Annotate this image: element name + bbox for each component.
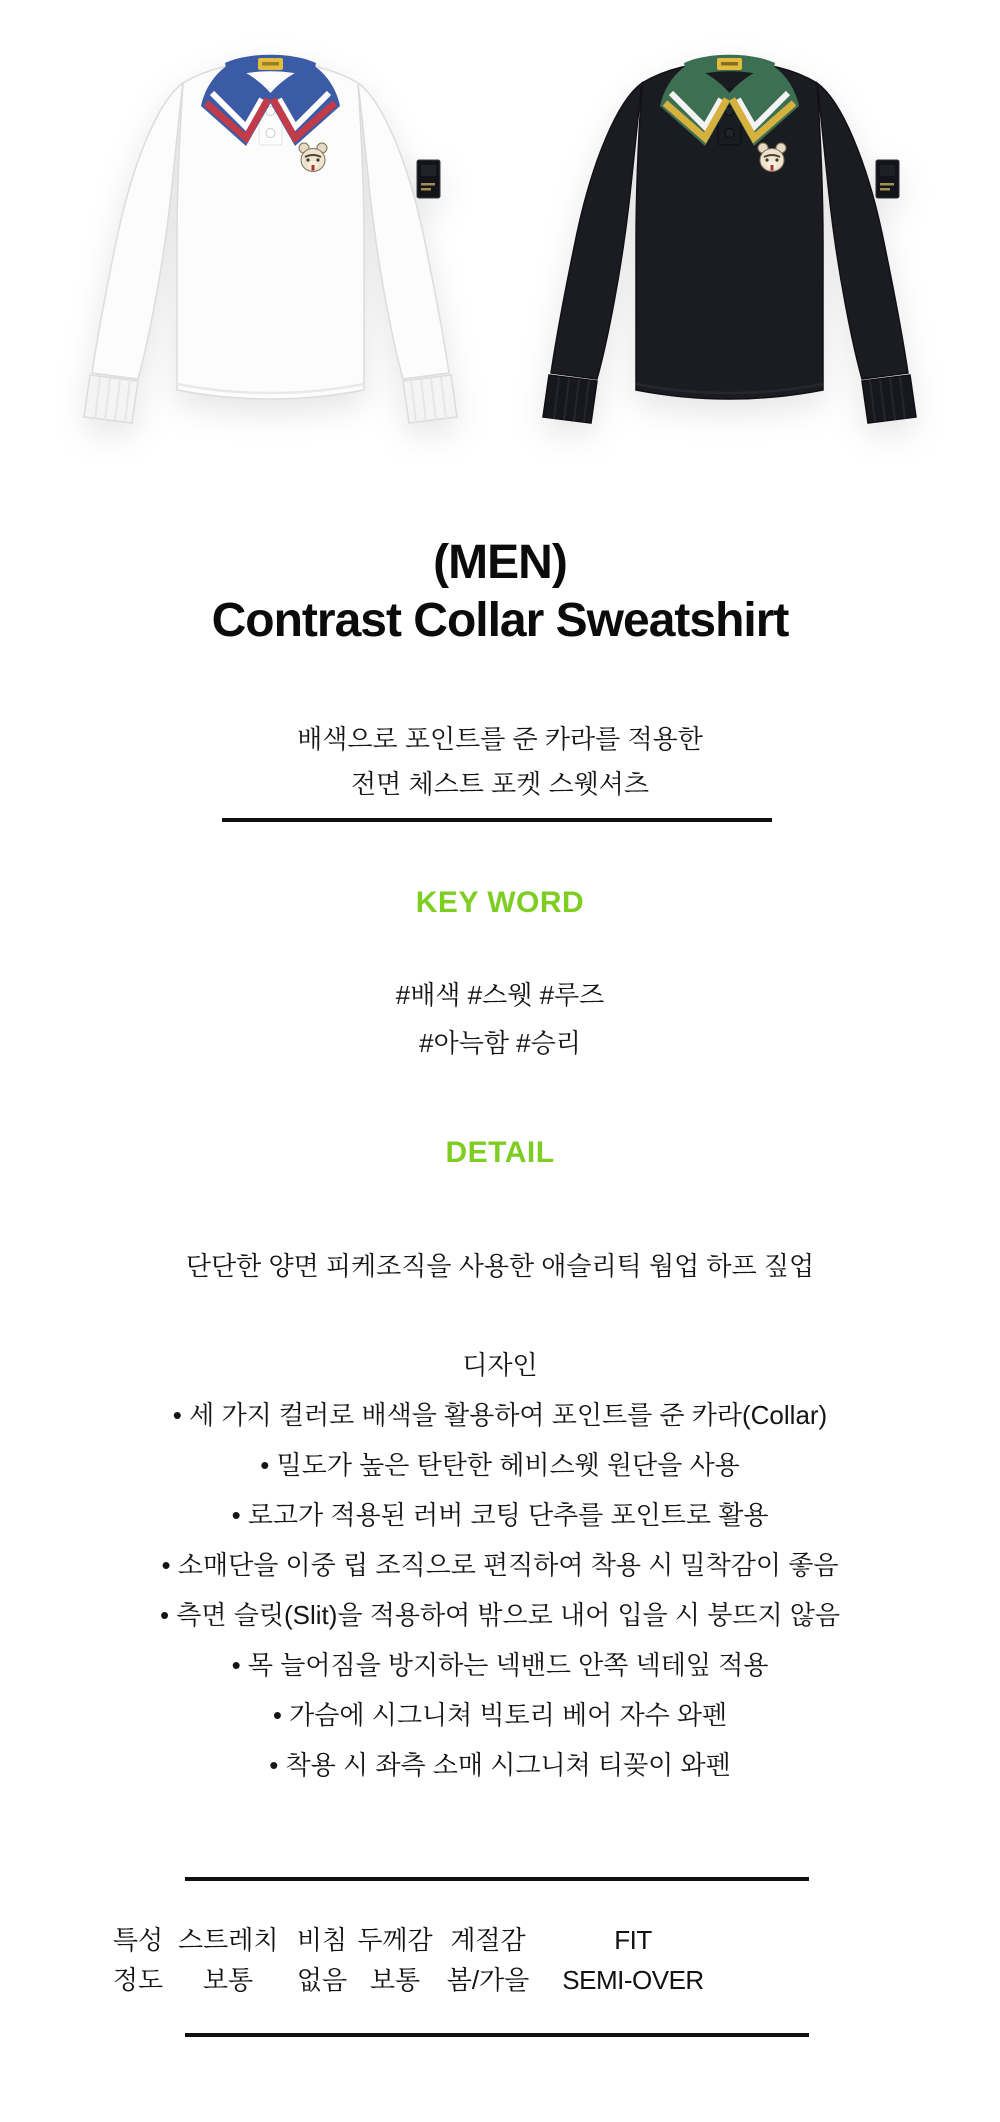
detail-intro: 단단한 양면 피케조직을 사용한 애슬리틱 웜업 하프 짚업 <box>185 1251 815 1281</box>
spec-label: 두께감 <box>357 1925 433 1955</box>
keyword-heading: KEY WORD <box>415 886 585 919</box>
product-title-line1: (MEN) <box>433 536 567 589</box>
spec-label: FIT <box>614 1925 652 1955</box>
detail-list <box>0 1390 1000 1790</box>
detail-bullet-item: • 측면 슬릿(Slit)을 적용하여 밖으로 내어 입을 시 붕뜨지 않음 <box>159 1600 841 1630</box>
spec-col-fit <box>553 1920 713 2000</box>
spec-label: 특성 <box>112 1925 164 1955</box>
detail-bullet-item: • 착용 시 좌측 소매 시그니쳐 티꽂이 와펜 <box>269 1750 731 1780</box>
neck-label-text <box>721 62 738 66</box>
product-subtitle <box>0 717 1000 807</box>
sleeve-patch <box>876 160 899 198</box>
right-sleeve <box>358 83 449 379</box>
spec-label: 스트레치 <box>178 1925 279 1955</box>
detail-bullet-item: • 가슴에 시그니쳐 빅토리 베어 자수 와펜 <box>272 1700 728 1730</box>
button <box>725 129 734 138</box>
detail-bullet-item: • 세 가지 컬러로 배색을 활용하여 포인트를 준 카라(Collar) <box>172 1400 828 1430</box>
black-shirt <box>543 55 916 423</box>
spec-col-feature <box>93 1920 183 2000</box>
spec-value: 봄/가을 <box>446 1965 530 1995</box>
spec-table-top-line <box>185 1877 809 1881</box>
spec-label: 계절감 <box>450 1925 526 1955</box>
spec-value: 정도 <box>112 1965 164 1995</box>
product-title <box>0 534 1000 650</box>
detail-bullet-item: • 소매단을 이중 립 조직으로 편직하여 착용 시 밀착감이 좋음 <box>161 1550 839 1580</box>
spec-col-season <box>438 1920 538 2000</box>
divider-line <box>222 818 772 822</box>
keyword-tags-line2: #아늑함 #승리 <box>419 1028 581 1058</box>
product-subtitle-line2: 전면 체스트 포켓 스웻셔츠 <box>351 769 649 799</box>
sleeve-patch <box>417 160 440 198</box>
spec-value: SEMI-OVER <box>562 1965 704 1995</box>
left-sleeve <box>92 83 183 379</box>
product-photo-black-shirt <box>537 13 922 428</box>
button <box>266 129 275 138</box>
detail-heading: DETAIL <box>445 1136 555 1169</box>
right-sleeve <box>817 83 908 379</box>
keyword-tags <box>0 971 1000 1067</box>
left-cuff <box>543 375 597 423</box>
detail-bullet-item: • 밀도가 높은 탄탄한 헤비스웻 원단을 사용 <box>260 1450 740 1480</box>
right-cuff <box>862 375 916 423</box>
keyword-tags-line1: #배색 #스웻 #루즈 <box>395 980 605 1010</box>
neck-label-text <box>262 62 279 66</box>
left-cuff <box>84 375 138 423</box>
detail-bullet-item: • 로고가 적용된 러버 코팅 단추를 포인트로 활용 <box>231 1500 769 1530</box>
spec-value: 보통 <box>369 1965 421 1995</box>
spec-value: 보통 <box>202 1965 254 1995</box>
white-shirt <box>84 55 457 423</box>
spec-col-stretch <box>178 1920 278 2000</box>
spec-col-thickness <box>350 1920 440 2000</box>
design-heading: 디자인 <box>462 1350 538 1380</box>
left-sleeve <box>551 83 642 379</box>
product-subtitle-line1: 배색으로 포인트를 준 카라를 적용한 <box>297 724 703 754</box>
right-cuff <box>403 375 457 423</box>
product-title-line2: Contrast Collar Sweatshirt <box>211 594 789 647</box>
spec-label: 비침 <box>296 1925 348 1955</box>
spec-table-bottom-line <box>185 2033 809 2037</box>
spec-value: 없음 <box>296 1965 348 1995</box>
product-photo-white-shirt <box>78 13 463 428</box>
detail-bullet-item: • 목 늘어짐을 방지하는 넥밴드 안쪽 넥테잎 적용 <box>231 1650 769 1680</box>
